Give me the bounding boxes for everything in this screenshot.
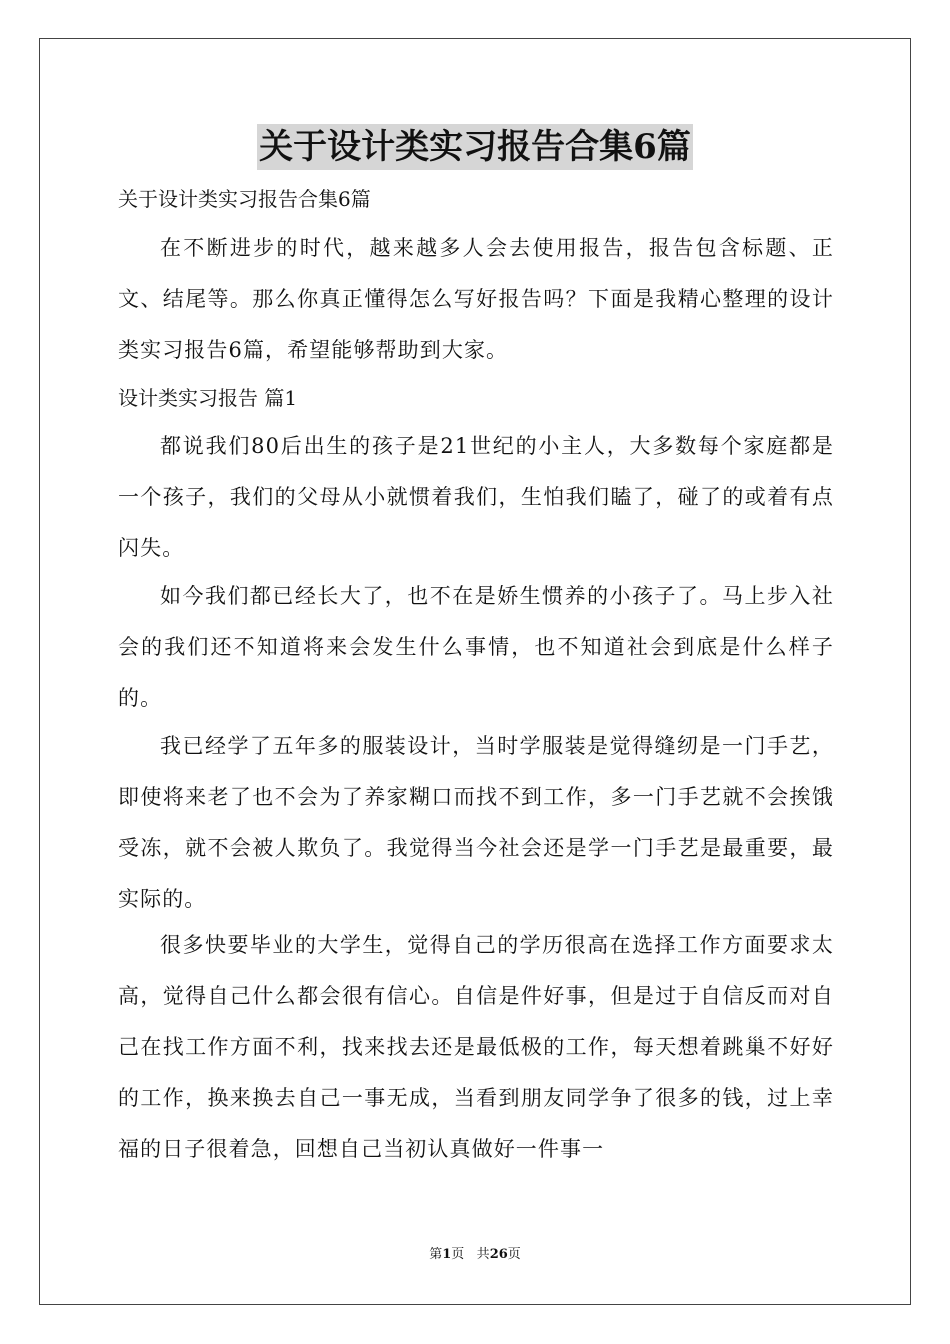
body-paragraph-3: 我已经学了五年多的服装设计，当时学服装是觉得缝纫是一门手艺，即使将来老了也不会为了养家糊口而找不到工作，多一门手艺就不会挨饿受冻，就不会被人欺负了。我觉得当今社会还是学一门手艺是最重要，最实际的。 bbox=[118, 734, 834, 911]
intro-paragraph: 在不断进步的时代，越来越多人会去使用报告，报告包含标题、正文、结尾等。那么你真正懂得怎么写好报告吗？下面是我精心整理的设计类实习报告6篇，希望能够帮助到大家。 bbox=[118, 236, 834, 362]
page-prefix: 第 bbox=[429, 1247, 443, 1262]
body-paragraph-4: 很多快要毕业的大学生，觉得自己的学历很高在选择工作方面要求太高，觉得自己什么都会很有信心。自信是件好事，但是过于自信反而对自己在找工作方面不利，找来找去还是最低极的工作，每天想着跳巢不好好的工作，换来换去自己一事无成，当看到朋友同学争了很多的钱，过上幸福的日子很着急，回想自己当初认真做好一件事一 bbox=[118, 933, 834, 1161]
body-paragraph-2: 如今我们都已经长大了，也不在是娇生惯养的小孩子了。马上步入社会的我们还不知道将来会发生什么事情，也不知道社会到底是什么样子的。 bbox=[118, 584, 834, 710]
total-pages: 26 bbox=[489, 1247, 508, 1262]
body-paragraph-1: 都说我们80后出生的孩子是21世纪的小主人，大多数每个家庭都是一个孩子，我们的父母从小就惯着我们，生怕我们瞌了，碰了的或着有点闪失。 bbox=[118, 434, 834, 560]
document-subtitle: 关于设计类实习报告合集6篇 bbox=[118, 187, 371, 211]
title-container bbox=[0, 124, 950, 170]
document-title: 关于设计类实习报告合集6篇 bbox=[257, 124, 693, 170]
page-footer bbox=[0, 1246, 950, 1264]
total-prefix: 共 bbox=[476, 1247, 490, 1262]
total-suffix: 页 bbox=[507, 1247, 521, 1262]
page-number: 1 bbox=[442, 1247, 452, 1262]
page-suffix: 页 bbox=[451, 1247, 465, 1262]
section-heading: 设计类实习报告 篇1 bbox=[118, 386, 298, 410]
